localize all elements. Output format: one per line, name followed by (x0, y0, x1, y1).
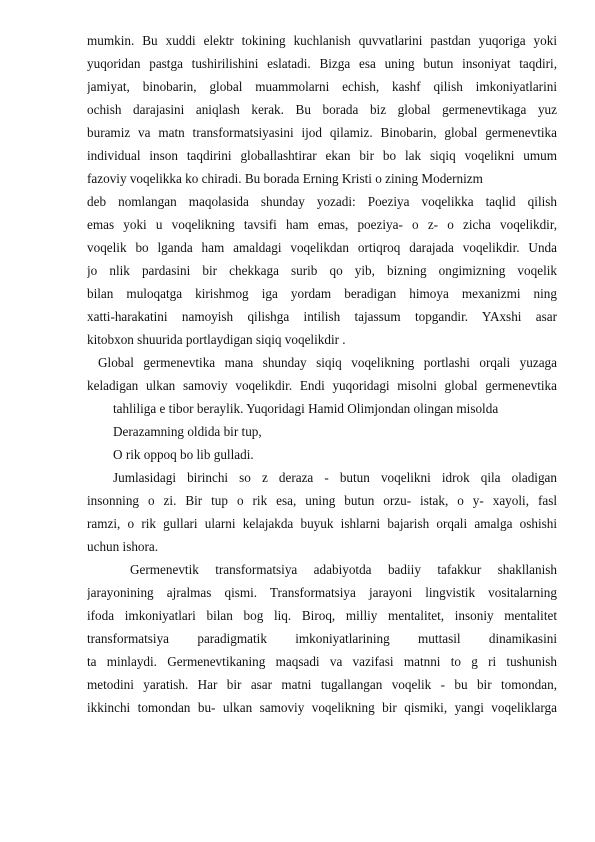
text-line: bilan muloqatga kirishmog iga yordam beradigan himoya mexanizmi ning (87, 286, 557, 301)
verse-line: O rik oppoq bo lib gulladi. (113, 447, 254, 462)
text-line: fazoviy voqelikka ko chiradi. Bu borada Erning Kristi o zining Modernizm (87, 171, 483, 186)
text-line: transformatsiya paradigmatik imkoniyatlarining muttasil dinamikasini (87, 631, 557, 646)
text-line: ikkinchi tomondan bu- ulkan samoviy voqelikning bir qismiki, yangi voqeliklarga (87, 700, 557, 715)
text-line: ramzi, o rik gullari ularni kelajakda buyuk ishlarni bajarish orqali amalga oshishi (87, 516, 557, 531)
text-line: ta minlaydi. Germenevtikaning maqsadi va vazifasi matnni to g ri tushunish (87, 654, 557, 669)
text-line: kitobxon shuurida portlaydigan siqiq voqelikdir . (87, 332, 346, 347)
text-line: individual inson taqdirini globallashtirar ekan bir bo lak siqiq voqelikni umum (87, 148, 557, 163)
text-line: emas yoki u voqelikning tavsifi ham emas, poeziya- o z- o zicha voqelikdir, (87, 217, 557, 232)
text-line: uchun ishora. (87, 539, 159, 554)
text-line: Germenevtik transformatsiya adabiyotda badiiy tafakkur shakllanish (130, 562, 557, 577)
text-line: Global germenevtika mana shunday siqiq voqelikning portlashi orqali yuzaga (98, 355, 557, 370)
text-line: keladigan ulkan samoviy voqelikdir. Endi yuqoridagi misolni global germenevtika (87, 378, 557, 393)
text-line: insonning o zi. Bir tup o rik esa, uning butun orzu- istak, o y- xayoli, fasl (87, 493, 557, 508)
text-line: xatti-harakatini namoyish qilishga intilish tajassum topgandir. YAxshi asar (87, 309, 557, 324)
text-line: buramiz va matn transformatsiyasini ijod qilamiz. Binobarin, global germenevtika (87, 125, 557, 140)
text-line: yuqoridan pastga tushirilishini eslatadi. Bizga esa uning butun insoniyat taqdiri, (87, 56, 557, 71)
text-line: ifoda imkoniyatlari bilan bog liq. Biroq, milliy mentalitet, insoniy mentalitet (87, 608, 557, 623)
verse-line: Derazamning oldida bir tup, (113, 424, 262, 439)
text-line: tahliliga e tibor beraylik. Yuqoridagi Hamid Olimjondan olingan misolda (113, 401, 499, 416)
text-line: Jumlasidagi birinchi so z deraza - butun voqelikni idrok qila oladigan (113, 470, 557, 485)
text-line: jamiyat, binobarin, global muammolarni echish, kashf qilish imkoniyatlarini (87, 79, 557, 94)
text-line: jarayonining ajralmas qismi. Transformatsiya jarayoni lingvistik vositalarning (87, 585, 557, 600)
text-line: ochish darajasini aniqlash kerak. Bu borada biz global germenevtikaga yuz (87, 102, 557, 117)
text-line: voqelik bo lganda ham amaldagi voqelikdan ortiqroq darajada voqelikdir. Unda (87, 240, 557, 255)
text-line: mumkin. Bu xuddi elektr tokining kuchlanish quvvatlarini pastdan yuqoriga yoki (87, 33, 557, 48)
text-line: deb nomlangan maqolasida shunday yozadi: Poeziya voqelikka taqlid qilish (87, 194, 557, 209)
text-line: jo nlik pardasini bir chekkaga surib qo yib, bizning ongimizning voqelik (87, 263, 557, 278)
text-line: metodini yaratish. Har bir asar matni tugallangan voqelik - bu bir tomondan, (87, 677, 557, 692)
